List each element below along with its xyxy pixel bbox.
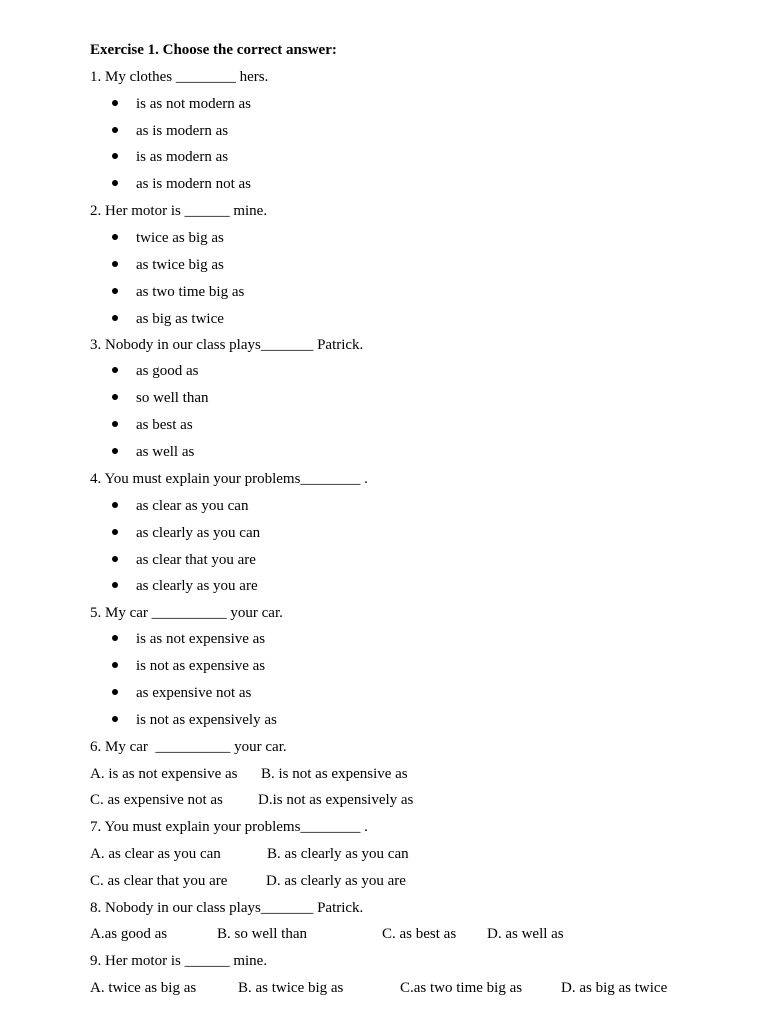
question-5-stem: 5. My car __________ your car. xyxy=(90,605,283,621)
question-2-stem: 2. Her motor is ______ mine. xyxy=(90,203,268,219)
bullet-icon xyxy=(112,582,118,588)
bullet-icon xyxy=(112,448,118,454)
bullet-icon xyxy=(112,421,118,427)
question-1-option-2: as is modern as xyxy=(136,123,229,139)
bullet-icon xyxy=(112,662,118,668)
question-8-option-c: C. as best as xyxy=(382,926,457,942)
question-9-option-d: D. as big as twice xyxy=(561,980,668,996)
question-6-option-a: A. is as not expensive as xyxy=(90,766,238,782)
question-1-option-4: as is modern not as xyxy=(136,176,251,192)
question-5-option-4: is not as expensively as xyxy=(136,712,277,728)
question-7-option-a: A. as clear as you can xyxy=(90,846,221,862)
question-4-stem: 4. You must explain your problems________ . xyxy=(90,471,368,487)
bullet-icon xyxy=(112,261,118,267)
bullet-icon xyxy=(112,100,118,106)
question-6-option-d: D.is not as expensively as xyxy=(258,792,414,808)
question-9-option-a: A. twice as big as xyxy=(90,980,197,996)
question-1-stem: 1. My clothes ________ hers. xyxy=(90,69,269,85)
bullet-icon xyxy=(112,180,118,186)
question-8-option-a: A.as good as xyxy=(90,926,168,942)
bullet-icon xyxy=(112,315,118,321)
bullet-icon xyxy=(112,367,118,373)
question-4-option-3: as clear that you are xyxy=(136,552,256,568)
question-8-option-d: D. as well as xyxy=(487,926,564,942)
question-3-option-2: so well than xyxy=(136,390,209,406)
bullet-icon xyxy=(112,689,118,695)
question-9-option-c: C.as two time big as xyxy=(400,980,523,996)
bullet-icon xyxy=(112,394,118,400)
question-8-option-b: B. so well than xyxy=(217,926,307,942)
question-2-option-1: twice as big as xyxy=(136,230,224,246)
question-9-stem: 9. Her motor is ______ mine. xyxy=(90,953,268,969)
question-3-option-4: as well as xyxy=(136,444,195,460)
bullet-icon xyxy=(112,502,118,508)
bullet-icon xyxy=(112,288,118,294)
question-4-option-2: as clearly as you can xyxy=(136,525,261,541)
question-2-option-2: as twice big as xyxy=(136,257,224,273)
question-3-stem: 3. Nobody in our class plays_______ Patrick. xyxy=(90,337,364,353)
question-6-option-b: B. is not as expensive as xyxy=(261,766,408,782)
question-1-option-3: is as modern as xyxy=(136,149,229,165)
bullet-icon xyxy=(112,153,118,159)
question-2-option-4: as big as twice xyxy=(136,311,224,327)
question-7-option-d: D. as clearly as you are xyxy=(266,873,406,889)
question-8-stem: 8. Nobody in our class plays_______ Patrick. xyxy=(90,900,364,916)
question-4-option-1: as clear as you can xyxy=(136,498,249,514)
question-3-option-3: as best as xyxy=(136,417,193,433)
question-7-option-b: B. as clearly as you can xyxy=(267,846,409,862)
bullet-icon xyxy=(112,234,118,240)
bullet-icon xyxy=(112,635,118,641)
question-9-option-b: B. as twice big as xyxy=(238,980,344,996)
exercise-title: Exercise 1. Choose the correct answer: xyxy=(90,42,337,58)
question-5-option-2: is not as expensive as xyxy=(136,658,266,674)
question-7-stem: 7. You must explain your problems________ . xyxy=(90,819,368,835)
question-5-option-1: is as not expensive as xyxy=(136,631,266,647)
bullet-icon xyxy=(112,529,118,535)
question-7-option-c: C. as clear that you are xyxy=(90,873,228,889)
question-3-option-1: as good as xyxy=(136,363,199,379)
question-6-stem: 6. My car __________ your car. xyxy=(90,739,287,755)
question-1-option-1: is as not modern as xyxy=(136,96,251,112)
question-5-option-3: as expensive not as xyxy=(136,685,252,701)
question-6-option-c: C. as expensive not as xyxy=(90,792,223,808)
bullet-icon xyxy=(112,556,118,562)
question-4-option-4: as clearly as you are xyxy=(136,578,258,594)
bullet-icon xyxy=(112,716,118,722)
question-2-option-3: as two time big as xyxy=(136,284,245,300)
bullet-icon xyxy=(112,127,118,133)
